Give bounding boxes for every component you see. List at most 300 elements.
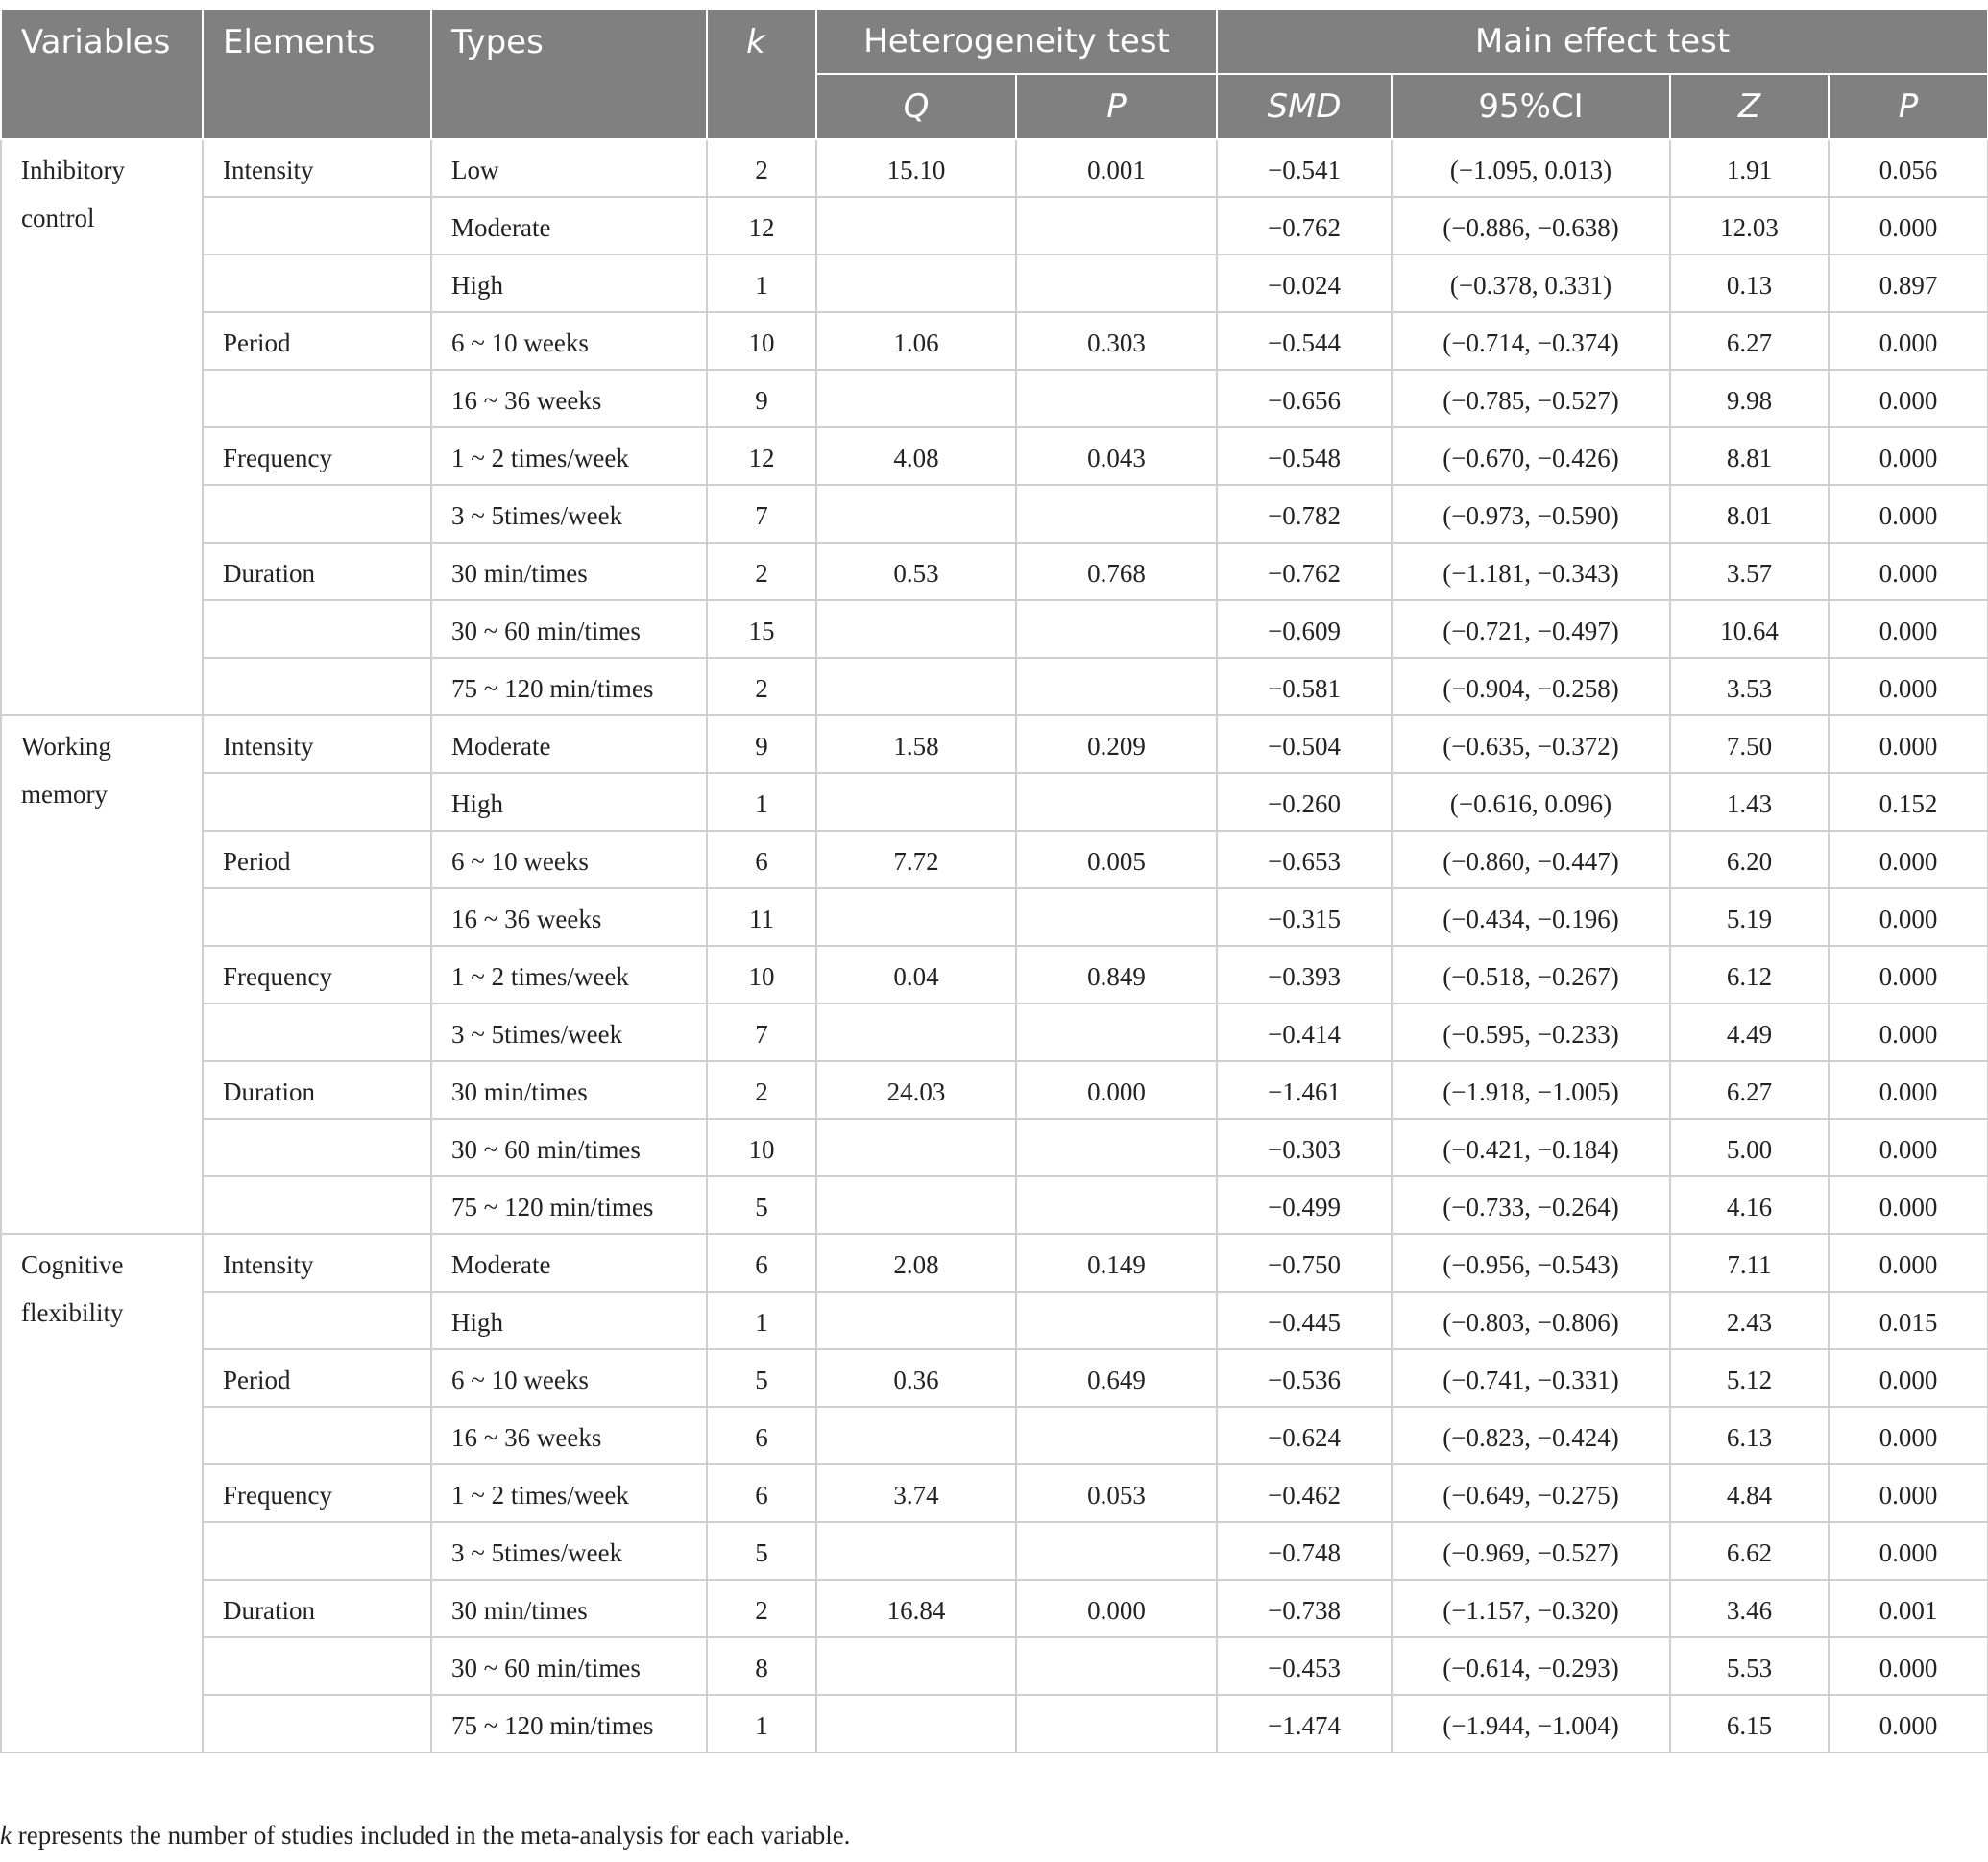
element-cell: Duration bbox=[203, 1061, 431, 1119]
results-table bbox=[0, 8, 1988, 1753]
type-cell: 75 ~ 120 min/times bbox=[431, 1176, 707, 1234]
table-row bbox=[1, 485, 1988, 543]
heterogeneity-p-cell: 0.849 bbox=[1016, 946, 1217, 1004]
p-cell: 0.000 bbox=[1829, 1695, 1988, 1753]
table-row bbox=[1, 600, 1988, 658]
k-cell: 9 bbox=[707, 370, 816, 427]
table-row bbox=[1, 715, 1988, 773]
type-cell: 6 ~ 10 weeks bbox=[431, 831, 707, 888]
p-cell: 0.000 bbox=[1829, 1004, 1988, 1061]
q-cell bbox=[816, 1119, 1016, 1176]
z-cell: 6.62 bbox=[1670, 1522, 1829, 1580]
p-cell: 0.000 bbox=[1829, 1176, 1988, 1234]
smd-cell: −0.748 bbox=[1217, 1522, 1392, 1580]
q-cell bbox=[816, 1407, 1016, 1464]
smd-cell: −0.738 bbox=[1217, 1580, 1392, 1637]
p-cell: 0.000 bbox=[1829, 370, 1988, 427]
ci-cell: (−0.904, −0.258) bbox=[1392, 658, 1670, 715]
k-cell: 1 bbox=[707, 254, 816, 312]
smd-cell: −0.541 bbox=[1217, 139, 1392, 197]
ci-cell: (−0.886, −0.638) bbox=[1392, 197, 1670, 254]
heterogeneity-p-cell: 0.001 bbox=[1016, 139, 1217, 197]
p-cell: 0.000 bbox=[1829, 1061, 1988, 1119]
type-cell: 30 ~ 60 min/times bbox=[431, 1637, 707, 1695]
p-cell: 0.152 bbox=[1829, 773, 1988, 831]
z-cell: 12.03 bbox=[1670, 197, 1829, 254]
header-heterogeneity: Heterogeneity test bbox=[816, 9, 1217, 74]
type-cell: 75 ~ 120 min/times bbox=[431, 1695, 707, 1753]
smd-cell: −0.750 bbox=[1217, 1234, 1392, 1292]
ci-cell: (−0.378, 0.331) bbox=[1392, 254, 1670, 312]
smd-cell: −0.762 bbox=[1217, 543, 1392, 600]
table-row bbox=[1, 139, 1988, 197]
k-cell: 2 bbox=[707, 1061, 816, 1119]
z-cell: 6.27 bbox=[1670, 312, 1829, 370]
element-cell-empty bbox=[203, 1407, 431, 1464]
p-cell: 0.001 bbox=[1829, 1580, 1988, 1637]
k-cell: 10 bbox=[707, 1119, 816, 1176]
ci-cell: (−0.785, −0.527) bbox=[1392, 370, 1670, 427]
z-cell: 5.53 bbox=[1670, 1637, 1829, 1695]
smd-cell: −0.544 bbox=[1217, 312, 1392, 370]
header-z: Z bbox=[1670, 74, 1829, 139]
q-cell bbox=[816, 1695, 1016, 1753]
smd-cell: −0.609 bbox=[1217, 600, 1392, 658]
variable-cell: Inhibitory control bbox=[1, 139, 203, 715]
smd-cell: −0.315 bbox=[1217, 888, 1392, 946]
element-cell: Intensity bbox=[203, 1234, 431, 1292]
smd-cell: −0.624 bbox=[1217, 1407, 1392, 1464]
z-cell: 6.15 bbox=[1670, 1695, 1829, 1753]
heterogeneity-p-cell bbox=[1016, 254, 1217, 312]
type-cell: Moderate bbox=[431, 1234, 707, 1292]
heterogeneity-p-cell bbox=[1016, 197, 1217, 254]
heterogeneity-p-cell: 0.303 bbox=[1016, 312, 1217, 370]
k-cell: 15 bbox=[707, 600, 816, 658]
k-cell: 10 bbox=[707, 312, 816, 370]
table-row bbox=[1, 1522, 1988, 1580]
heterogeneity-p-cell: 0.000 bbox=[1016, 1061, 1217, 1119]
smd-cell: −0.536 bbox=[1217, 1349, 1392, 1407]
table-row bbox=[1, 197, 1988, 254]
heterogeneity-p-cell: 0.000 bbox=[1016, 1580, 1217, 1637]
q-cell bbox=[816, 1176, 1016, 1234]
table-row bbox=[1, 370, 1988, 427]
heterogeneity-p-cell: 0.149 bbox=[1016, 1234, 1217, 1292]
z-cell: 6.20 bbox=[1670, 831, 1829, 888]
k-cell: 1 bbox=[707, 773, 816, 831]
heterogeneity-p-cell: 0.053 bbox=[1016, 1464, 1217, 1522]
type-cell: 30 min/times bbox=[431, 1061, 707, 1119]
q-cell bbox=[816, 1292, 1016, 1349]
p-cell: 0.000 bbox=[1829, 312, 1988, 370]
q-cell bbox=[816, 658, 1016, 715]
type-cell: High bbox=[431, 1292, 707, 1349]
type-cell: 1 ~ 2 times/week bbox=[431, 1464, 707, 1522]
type-cell: 75 ~ 120 min/times bbox=[431, 658, 707, 715]
element-cell-empty bbox=[203, 1176, 431, 1234]
k-cell: 2 bbox=[707, 543, 816, 600]
heterogeneity-p-cell bbox=[1016, 1176, 1217, 1234]
q-cell bbox=[816, 1004, 1016, 1061]
smd-cell: −0.445 bbox=[1217, 1292, 1392, 1349]
q-cell: 0.04 bbox=[816, 946, 1016, 1004]
k-cell: 12 bbox=[707, 197, 816, 254]
z-cell: 8.01 bbox=[1670, 485, 1829, 543]
variable-cell: Cognitive flexibility bbox=[1, 1234, 203, 1753]
ci-cell: (−0.823, −0.424) bbox=[1392, 1407, 1670, 1464]
ci-cell: (−0.973, −0.590) bbox=[1392, 485, 1670, 543]
table-row bbox=[1, 1637, 1988, 1695]
ci-cell: (−0.733, −0.264) bbox=[1392, 1176, 1670, 1234]
k-cell: 5 bbox=[707, 1176, 816, 1234]
q-cell bbox=[816, 197, 1016, 254]
q-cell: 15.10 bbox=[816, 139, 1016, 197]
header-row-1 bbox=[1, 9, 1988, 74]
heterogeneity-p-cell bbox=[1016, 1407, 1217, 1464]
table-row bbox=[1, 1464, 1988, 1522]
ci-cell: (−1.181, −0.343) bbox=[1392, 543, 1670, 600]
z-cell: 10.64 bbox=[1670, 600, 1829, 658]
p-cell: 0.000 bbox=[1829, 543, 1988, 600]
ci-cell: (−0.434, −0.196) bbox=[1392, 888, 1670, 946]
smd-cell: −1.474 bbox=[1217, 1695, 1392, 1753]
smd-cell: −0.656 bbox=[1217, 370, 1392, 427]
table-row bbox=[1, 1349, 1988, 1407]
element-cell: Frequency bbox=[203, 1464, 431, 1522]
type-cell: 16 ~ 36 weeks bbox=[431, 1407, 707, 1464]
table-row bbox=[1, 1061, 1988, 1119]
smd-cell: −0.581 bbox=[1217, 658, 1392, 715]
table-row bbox=[1, 658, 1988, 715]
smd-cell: −0.303 bbox=[1217, 1119, 1392, 1176]
smd-cell: −0.653 bbox=[1217, 831, 1392, 888]
element-cell-empty bbox=[203, 254, 431, 312]
k-cell: 6 bbox=[707, 831, 816, 888]
heterogeneity-p-cell: 0.043 bbox=[1016, 427, 1217, 485]
p-cell: 0.000 bbox=[1829, 1234, 1988, 1292]
table-row bbox=[1, 1176, 1988, 1234]
element-cell: Intensity bbox=[203, 139, 431, 197]
element-cell: Intensity bbox=[203, 715, 431, 773]
smd-cell: −0.462 bbox=[1217, 1464, 1392, 1522]
q-cell: 7.72 bbox=[816, 831, 1016, 888]
element-cell-empty bbox=[203, 370, 431, 427]
type-cell: 30 ~ 60 min/times bbox=[431, 1119, 707, 1176]
type-cell: High bbox=[431, 773, 707, 831]
element-cell: Frequency bbox=[203, 427, 431, 485]
type-cell: 6 ~ 10 weeks bbox=[431, 312, 707, 370]
p-cell: 0.015 bbox=[1829, 1292, 1988, 1349]
element-cell-empty bbox=[203, 1119, 431, 1176]
ci-cell: (−0.860, −0.447) bbox=[1392, 831, 1670, 888]
table-row bbox=[1, 888, 1988, 946]
element-cell-empty bbox=[203, 658, 431, 715]
k-cell: 6 bbox=[707, 1407, 816, 1464]
table-row bbox=[1, 254, 1988, 312]
z-cell: 1.91 bbox=[1670, 139, 1829, 197]
type-cell: 1 ~ 2 times/week bbox=[431, 427, 707, 485]
table-row bbox=[1, 312, 1988, 370]
smd-cell: −0.024 bbox=[1217, 254, 1392, 312]
q-cell: 3.74 bbox=[816, 1464, 1016, 1522]
k-cell: 2 bbox=[707, 658, 816, 715]
table-row bbox=[1, 427, 1988, 485]
q-cell: 16.84 bbox=[816, 1580, 1016, 1637]
heterogeneity-p-cell bbox=[1016, 485, 1217, 543]
q-cell bbox=[816, 370, 1016, 427]
ci-cell: (−1.918, −1.005) bbox=[1392, 1061, 1670, 1119]
z-cell: 5.19 bbox=[1670, 888, 1829, 946]
table-row bbox=[1, 946, 1988, 1004]
q-cell bbox=[816, 773, 1016, 831]
z-cell: 8.81 bbox=[1670, 427, 1829, 485]
ci-cell: (−1.944, −1.004) bbox=[1392, 1695, 1670, 1753]
z-cell: 0.13 bbox=[1670, 254, 1829, 312]
header-main-effect: Main effect test bbox=[1217, 9, 1988, 74]
heterogeneity-p-cell bbox=[1016, 1004, 1217, 1061]
ci-cell: (−0.803, −0.806) bbox=[1392, 1292, 1670, 1349]
q-cell: 0.53 bbox=[816, 543, 1016, 600]
element-cell-empty bbox=[203, 1004, 431, 1061]
z-cell: 1.43 bbox=[1670, 773, 1829, 831]
element-cell: Period bbox=[203, 831, 431, 888]
q-cell bbox=[816, 888, 1016, 946]
p-cell: 0.000 bbox=[1829, 715, 1988, 773]
ci-cell: (−0.670, −0.426) bbox=[1392, 427, 1670, 485]
table-row bbox=[1, 1004, 1988, 1061]
ci-cell: (−0.741, −0.331) bbox=[1392, 1349, 1670, 1407]
k-cell: 9 bbox=[707, 715, 816, 773]
header-ci-text: 95%CI bbox=[1478, 87, 1584, 126]
table-row bbox=[1, 1580, 1988, 1637]
q-cell: 2.08 bbox=[816, 1234, 1016, 1292]
z-cell: 5.12 bbox=[1670, 1349, 1829, 1407]
element-cell-empty bbox=[203, 485, 431, 543]
element-cell: Duration bbox=[203, 543, 431, 600]
ci-cell: (−0.595, −0.233) bbox=[1392, 1004, 1670, 1061]
heterogeneity-p-cell bbox=[1016, 1695, 1217, 1753]
p-cell: 0.000 bbox=[1829, 1464, 1988, 1522]
p-cell: 0.000 bbox=[1829, 1119, 1988, 1176]
q-cell bbox=[816, 1637, 1016, 1695]
header-smd: SMD bbox=[1217, 74, 1392, 139]
smd-cell: −0.782 bbox=[1217, 485, 1392, 543]
p-cell: 0.000 bbox=[1829, 1349, 1988, 1407]
p-cell: 0.000 bbox=[1829, 658, 1988, 715]
element-cell-empty bbox=[203, 197, 431, 254]
header-variables: Variables bbox=[1, 9, 203, 139]
type-cell: 16 ~ 36 weeks bbox=[431, 370, 707, 427]
header-p-heterogeneity: P bbox=[1016, 74, 1217, 139]
header-ci bbox=[1392, 74, 1670, 139]
header-elements: Elements bbox=[203, 9, 431, 139]
footnote bbox=[0, 1821, 850, 1850]
header-types: Types bbox=[431, 9, 707, 139]
ci-cell: (−0.956, −0.543) bbox=[1392, 1234, 1670, 1292]
q-cell: 1.58 bbox=[816, 715, 1016, 773]
p-cell: 0.000 bbox=[1829, 485, 1988, 543]
table-row bbox=[1, 1119, 1988, 1176]
type-cell: 3 ~ 5times/week bbox=[431, 485, 707, 543]
k-cell: 8 bbox=[707, 1637, 816, 1695]
element-cell-empty bbox=[203, 1637, 431, 1695]
table-body bbox=[1, 139, 1988, 1753]
smd-cell: −0.453 bbox=[1217, 1637, 1392, 1695]
type-cell: Moderate bbox=[431, 197, 707, 254]
type-cell: 6 ~ 10 weeks bbox=[431, 1349, 707, 1407]
element-cell: Period bbox=[203, 312, 431, 370]
element-cell-empty bbox=[203, 1695, 431, 1753]
z-cell: 6.12 bbox=[1670, 946, 1829, 1004]
z-cell: 4.49 bbox=[1670, 1004, 1829, 1061]
smd-cell: −0.393 bbox=[1217, 946, 1392, 1004]
table-row bbox=[1, 773, 1988, 831]
smd-cell: −0.504 bbox=[1217, 715, 1392, 773]
smd-cell: −0.762 bbox=[1217, 197, 1392, 254]
z-cell: 3.57 bbox=[1670, 543, 1829, 600]
q-cell bbox=[816, 254, 1016, 312]
p-cell: 0.000 bbox=[1829, 427, 1988, 485]
z-cell: 3.53 bbox=[1670, 658, 1829, 715]
variable-cell: Working memory bbox=[1, 715, 203, 1234]
ci-cell: (−0.721, −0.497) bbox=[1392, 600, 1670, 658]
p-cell: 0.000 bbox=[1829, 1522, 1988, 1580]
q-cell bbox=[816, 1522, 1016, 1580]
ci-cell: (−0.614, −0.293) bbox=[1392, 1637, 1670, 1695]
heterogeneity-p-cell: 0.005 bbox=[1016, 831, 1217, 888]
ci-cell: (−0.421, −0.184) bbox=[1392, 1119, 1670, 1176]
heterogeneity-p-cell bbox=[1016, 1637, 1217, 1695]
p-cell: 0.000 bbox=[1829, 946, 1988, 1004]
table-row bbox=[1, 1234, 1988, 1292]
ci-cell: (−1.157, −0.320) bbox=[1392, 1580, 1670, 1637]
q-cell bbox=[816, 600, 1016, 658]
z-cell: 2.43 bbox=[1670, 1292, 1829, 1349]
k-cell: 5 bbox=[707, 1522, 816, 1580]
z-cell: 7.50 bbox=[1670, 715, 1829, 773]
k-cell: 11 bbox=[707, 888, 816, 946]
table-row bbox=[1, 1292, 1988, 1349]
element-cell-empty bbox=[203, 600, 431, 658]
footnote-k: k bbox=[0, 1821, 12, 1850]
k-cell: 1 bbox=[707, 1292, 816, 1349]
z-cell: 7.11 bbox=[1670, 1234, 1829, 1292]
z-cell: 4.84 bbox=[1670, 1464, 1829, 1522]
k-cell: 6 bbox=[707, 1464, 816, 1522]
type-cell: 30 ~ 60 min/times bbox=[431, 600, 707, 658]
ci-cell: (−0.616, 0.096) bbox=[1392, 773, 1670, 831]
type-cell: High bbox=[431, 254, 707, 312]
element-cell-empty bbox=[203, 1292, 431, 1349]
q-cell bbox=[816, 485, 1016, 543]
heterogeneity-p-cell bbox=[1016, 888, 1217, 946]
k-cell: 7 bbox=[707, 485, 816, 543]
k-cell: 6 bbox=[707, 1234, 816, 1292]
ci-cell: (−0.518, −0.267) bbox=[1392, 946, 1670, 1004]
z-cell: 5.00 bbox=[1670, 1119, 1829, 1176]
type-cell: 1 ~ 2 times/week bbox=[431, 946, 707, 1004]
ci-cell: (−0.649, −0.275) bbox=[1392, 1464, 1670, 1522]
type-cell: 30 min/times bbox=[431, 543, 707, 600]
k-cell: 2 bbox=[707, 1580, 816, 1637]
z-cell: 3.46 bbox=[1670, 1580, 1829, 1637]
q-cell: 0.36 bbox=[816, 1349, 1016, 1407]
smd-cell: −0.414 bbox=[1217, 1004, 1392, 1061]
heterogeneity-p-cell bbox=[1016, 658, 1217, 715]
type-cell: 30 min/times bbox=[431, 1580, 707, 1637]
p-cell: 0.897 bbox=[1829, 254, 1988, 312]
z-cell: 9.98 bbox=[1670, 370, 1829, 427]
k-cell: 12 bbox=[707, 427, 816, 485]
k-cell: 1 bbox=[707, 1695, 816, 1753]
element-cell-empty bbox=[203, 888, 431, 946]
p-cell: 0.000 bbox=[1829, 197, 1988, 254]
element-cell-empty bbox=[203, 773, 431, 831]
type-cell: 3 ~ 5times/week bbox=[431, 1004, 707, 1061]
heterogeneity-p-cell: 0.649 bbox=[1016, 1349, 1217, 1407]
heterogeneity-p-cell bbox=[1016, 600, 1217, 658]
header-p-main: P bbox=[1829, 74, 1988, 139]
heterogeneity-p-cell: 0.768 bbox=[1016, 543, 1217, 600]
z-cell: 6.13 bbox=[1670, 1407, 1829, 1464]
table-row bbox=[1, 831, 1988, 888]
type-cell: Low bbox=[431, 139, 707, 197]
heterogeneity-p-cell bbox=[1016, 1292, 1217, 1349]
p-cell: 0.000 bbox=[1829, 600, 1988, 658]
k-cell: 10 bbox=[707, 946, 816, 1004]
ci-cell: (−0.969, −0.527) bbox=[1392, 1522, 1670, 1580]
ci-cell: (−0.635, −0.372) bbox=[1392, 715, 1670, 773]
type-cell: Moderate bbox=[431, 715, 707, 773]
smd-cell: −0.499 bbox=[1217, 1176, 1392, 1234]
header-k: k bbox=[707, 9, 816, 139]
heterogeneity-p-cell bbox=[1016, 1522, 1217, 1580]
p-cell: 0.056 bbox=[1829, 139, 1988, 197]
z-cell: 4.16 bbox=[1670, 1176, 1829, 1234]
header-q: Q bbox=[816, 74, 1016, 139]
heterogeneity-p-cell: 0.209 bbox=[1016, 715, 1217, 773]
table-row bbox=[1, 543, 1988, 600]
p-cell: 0.000 bbox=[1829, 831, 1988, 888]
p-cell: 0.000 bbox=[1829, 1637, 1988, 1695]
k-cell: 7 bbox=[707, 1004, 816, 1061]
q-cell: 1.06 bbox=[816, 312, 1016, 370]
footnote-text: represents the number of studies included in the meta-analysis for each variable. bbox=[11, 1821, 851, 1850]
element-cell: Frequency bbox=[203, 946, 431, 1004]
type-cell: 16 ~ 36 weeks bbox=[431, 888, 707, 946]
k-cell: 2 bbox=[707, 139, 816, 197]
p-cell: 0.000 bbox=[1829, 888, 1988, 946]
type-cell: 3 ~ 5times/week bbox=[431, 1522, 707, 1580]
smd-cell: −1.461 bbox=[1217, 1061, 1392, 1119]
smd-cell: −0.260 bbox=[1217, 773, 1392, 831]
k-cell: 5 bbox=[707, 1349, 816, 1407]
q-cell: 24.03 bbox=[816, 1061, 1016, 1119]
p-cell: 0.000 bbox=[1829, 1407, 1988, 1464]
table-row bbox=[1, 1407, 1988, 1464]
heterogeneity-p-cell bbox=[1016, 370, 1217, 427]
element-cell: Duration bbox=[203, 1580, 431, 1637]
table-row bbox=[1, 1695, 1988, 1753]
ci-cell: (−0.714, −0.374) bbox=[1392, 312, 1670, 370]
z-cell: 6.27 bbox=[1670, 1061, 1829, 1119]
element-cell: Period bbox=[203, 1349, 431, 1407]
element-cell-empty bbox=[203, 1522, 431, 1580]
heterogeneity-p-cell bbox=[1016, 1119, 1217, 1176]
q-cell: 4.08 bbox=[816, 427, 1016, 485]
ci-cell: (−1.095, 0.013) bbox=[1392, 139, 1670, 197]
